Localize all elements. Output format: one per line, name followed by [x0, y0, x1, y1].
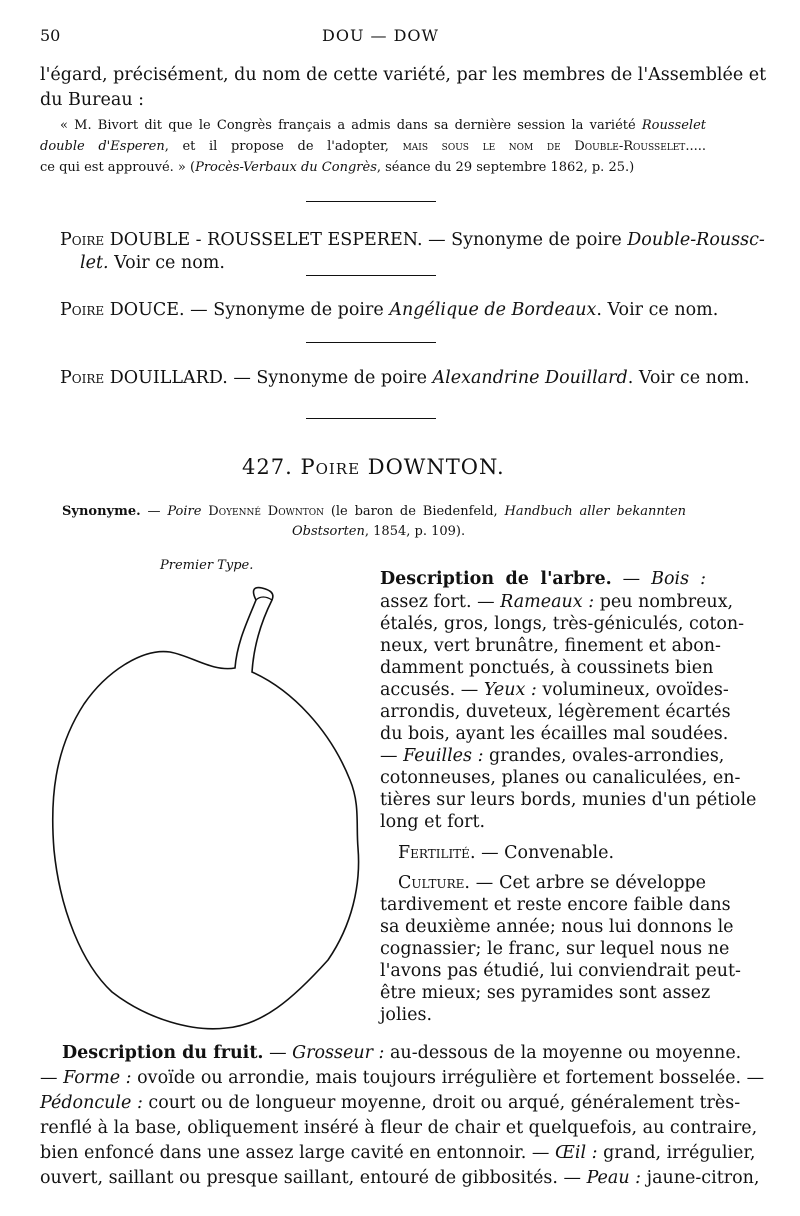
- quote-line-2: double d'Esperen, et il propose de l'adopter, mais sous le nom de Double-Rousselet.....: [40, 139, 706, 154]
- divider-2: [306, 275, 436, 276]
- arbre-line-3: étalés, gros, longs, très-géniculés, coton-: [380, 614, 745, 634]
- arbre-line-1: Description de l'arbre. — Bois :: [380, 569, 706, 589]
- culture-line-4: cognassier; le franc, sur lequel nous ne: [380, 939, 730, 959]
- arbre-line-5: damment ponctués, à coussinets bien: [380, 658, 714, 678]
- divider-4: [306, 418, 436, 419]
- entry-douillard: Poire DOUILLARD. — Synonyme de poire Alexandrine Douillard. Voir ce nom.: [60, 368, 750, 388]
- divider-1: [306, 201, 436, 202]
- fruit-line-6: ouvert, saillant ou presque saillant, entouré de gibbosités. — Peau : jaune-citron,: [40, 1168, 760, 1188]
- running-title: DOU — DOW: [322, 26, 439, 45]
- fertilite: Fertilité. — Convenable.: [398, 843, 615, 863]
- divider-3: [306, 342, 436, 343]
- quote-line-1: « M. Bivort dit que le Congrès français a admis dans sa dernière session la variété Rousselet: [60, 118, 706, 133]
- entry-double-rousselet-line-2: let. Voir ce nom.: [80, 253, 225, 273]
- fruit-line-2: — Forme : ovoïde ou arrondie, mais toujours irrégulière et fortement bosselée. —: [40, 1068, 765, 1088]
- arbre-line-4: neux, vert brunâtre, finement et abon-: [380, 636, 721, 656]
- arbre-line-9: — Feuilles : grandes, ovales-arrondies,: [380, 746, 725, 766]
- page-number: 50: [40, 26, 61, 45]
- arbre-line-10: cotonneuses, planes ou canaliculées, en-: [380, 768, 741, 788]
- arbre-line-7: arrondis, duveteux, légèrement écartés: [380, 702, 731, 722]
- synonyme-line-2: Obstsorten, 1854, p. 109).: [292, 524, 466, 539]
- arbre-line-12: long et fort.: [380, 812, 486, 832]
- entry-double-rousselet-line-1: Poire DOUBLE - ROUSSELET ESPEREN. — Synonyme de poire Double-Roussc-: [60, 230, 765, 250]
- culture-line-1: Culture. — Cet arbre se développe: [398, 873, 706, 893]
- entry-douce: Poire DOUCE. — Synonyme de poire Angélique de Bordeaux. Voir ce nom.: [60, 300, 719, 320]
- section-title: 427. Poire DOWNTON.: [242, 455, 505, 479]
- fruit-line-5: bien enfoncé dans une assez large cavité en entonnoir. — Œil : grand, irrégulier,: [40, 1143, 756, 1163]
- fruit-line-1: Description du fruit. — Grosseur : au-dessous de la moyenne ou moyenne.: [62, 1043, 742, 1063]
- quote-line-3: ce qui est approuvé. » (Procès-Verbaux du Congrès, séance du 29 septembre 1862, p. 25.): [40, 160, 635, 175]
- pear-outline-figure: [30, 580, 370, 1050]
- culture-line-5: l'avons pas étudié, lui conviendrait peut-: [380, 961, 741, 981]
- intro-line-2: du Bureau :: [40, 90, 145, 110]
- arbre-line-11: tières sur leurs bords, munies d'un pétiole: [380, 790, 757, 810]
- culture-line-3: sa deuxième année; nous lui donnons le: [380, 917, 734, 937]
- arbre-line-2: assez fort. — Rameaux : peu nombreux,: [380, 592, 734, 612]
- synonyme-line-1: Synonyme. — Poire Doyenné Downton (le baron de Biedenfeld, Handbuch aller bekannten: [62, 504, 687, 519]
- arbre-line-6: accusés. — Yeux : volumineux, ovoïdes-: [380, 680, 729, 700]
- culture-line-2: tardivement et reste encore faible dans: [380, 895, 731, 915]
- fruit-line-3: Pédoncule : court ou de longueur moyenne, droit ou arqué, généralement très-: [40, 1093, 741, 1113]
- arbre-line-8: du bois, ayant les écailles mal soudées.: [380, 724, 729, 744]
- culture-line-7: jolies.: [380, 1005, 433, 1025]
- intro-line-1: l'égard, précisément, du nom de cette variété, par les membres de l'Assemblée et: [40, 65, 767, 85]
- figure-caption: Premier Type.: [160, 558, 254, 573]
- fruit-line-4: renflé à la base, obliquement inséré à fleur de chair et quelquefois, au contraire,: [40, 1118, 758, 1138]
- culture-line-6: être mieux; ses pyramides sont assez: [380, 983, 711, 1003]
